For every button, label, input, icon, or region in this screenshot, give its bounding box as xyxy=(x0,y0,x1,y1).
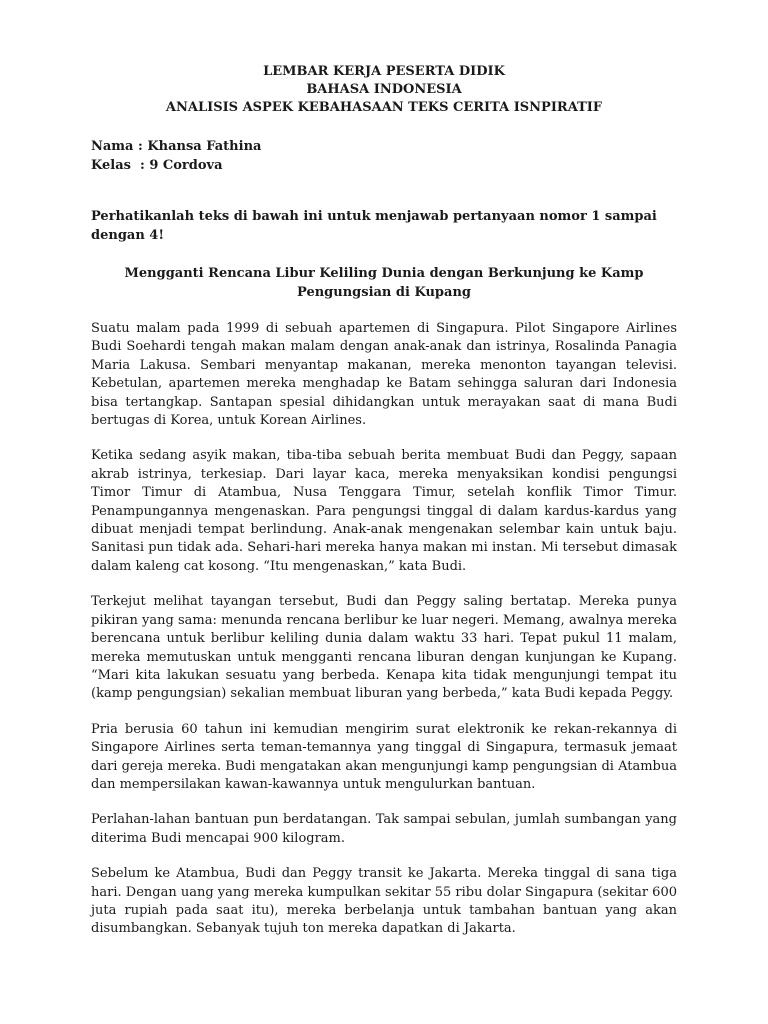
worksheet-page xyxy=(91,63,677,939)
story-paragraph: Ketika sedang asyik makan, tiba-tiba sebuah berita membuat Budi dan Peggy, sapaan akrab istrinya, terkesiap. Dari layar kaca, mereka menyaksikan kondisi pengungsi Timor Timur di Atambua, Nusa Tenggara Timur, setelah konflik Timor Timur. Penampungannya mengenaskan. Para pengungsi tinggal di dalam kardus-kardus yang dibuat menjadi tempat berlindung. Anak-anak mengenakan selembar kain untuk baju. Sanitasi pun tidak ada. Sehari-hari mereka hanya makan mi instan. Mi tersebut dimasak dalam kaleng cat kosong. “Itu mengenaskan,” kata Budi. xyxy=(91,448,677,574)
header-line-3: ANALISIS ASPEK KEBAHASAAN TEKS CERITA ISNPIRATIF xyxy=(165,100,603,115)
header-line-1: LEMBAR KERJA PESERTA DIDIK xyxy=(263,64,505,79)
story-paragraph: Suatu malam pada 1999 di sebuah apartemen di Singapura. Pilot Singapore Airlines Budi Soehardi tengah makan malam dengan anak-anak dan istrinya, Rosalinda Panagia Maria Lakusa. Sembari menyantap makanan, mereka menonton tayangan televisi. Kebetulan, apartemen mereka menghadap ke Batam sehingga saluran dari Indonesia bisa tertangkap. Santapan spesial dihidangkan untuk merayakan saat di mana Budi bertugas di Korea, untuk Korean Airlines. xyxy=(91,321,677,429)
story-paragraph: Terkejut melihat tayangan tersebut, Budi dan Peggy saling bertatap. Mereka punya pikiran yang sama: menunda rencana berlibur ke luar negeri. Memang, awalnya mereka berencana untuk berlibur keliling dunia dalam waktu 33 hari. Tepat pukul 11 malam, mereka memutuskan untuk mengganti rencana liburan dengan kunjungan ke Kupang. “Mari kita lakukan sesuatu yang berbeda. Kenapa kita tidak mengunjungi tempat itu (kamp pengungsian) sekalian membuat liburan yang berbeda,” kata Budi kepada Peggy. xyxy=(91,594,677,702)
header-line-2: BAHASA INDONESIA xyxy=(306,82,462,97)
story-title: Mengganti Rencana Libur Keliling Dunia dengan Berkunjung ke Kamp Pengungsian di Kupang xyxy=(124,266,644,300)
story-paragraph: Sebelum ke Atambua, Budi dan Peggy transit ke Jakarta. Mereka tinggal di sana tiga hari. Dengan uang yang mereka kumpulkan sekitar 55 ribu dolar Singapura (sekitar 600 juta rupiah pada saat itu), mereka berbelanja untuk tambahan bantuan yang akan disumbangkan. Sebanyak tujuh ton mereka dapatkan di Jakarta. xyxy=(91,866,677,937)
student-name: Nama : Khansa Fathina xyxy=(91,139,262,154)
story-paragraph: Perlahan-lahan bantuan pun berdatangan. Tak sampai sebulan, jumlah sumbangan yang diterima Budi mencapai 900 kilogram. xyxy=(91,812,677,846)
instruction-text: Perhatikanlah teks di bawah ini untuk menjawab pertanyaan nomor 1 sampai dengan 4! xyxy=(91,209,657,243)
student-identity xyxy=(91,137,677,175)
student-class: Kelas : 9 Cordova xyxy=(91,158,223,173)
story-paragraph: Pria berusia 60 tahun ini kemudian mengirim surat elektronik ke rekan-rekannya di Singapore Airlines serta teman-temannya yang tinggal di Singapura, termasuk jemaat dari gereja mereka. Budi mengatakan akan mengunjungi kamp pengungsian di Atambua dan mempersilakan kawan-kawannya untuk mengulurkan bantuan. xyxy=(91,721,677,792)
document-header xyxy=(91,63,677,117)
